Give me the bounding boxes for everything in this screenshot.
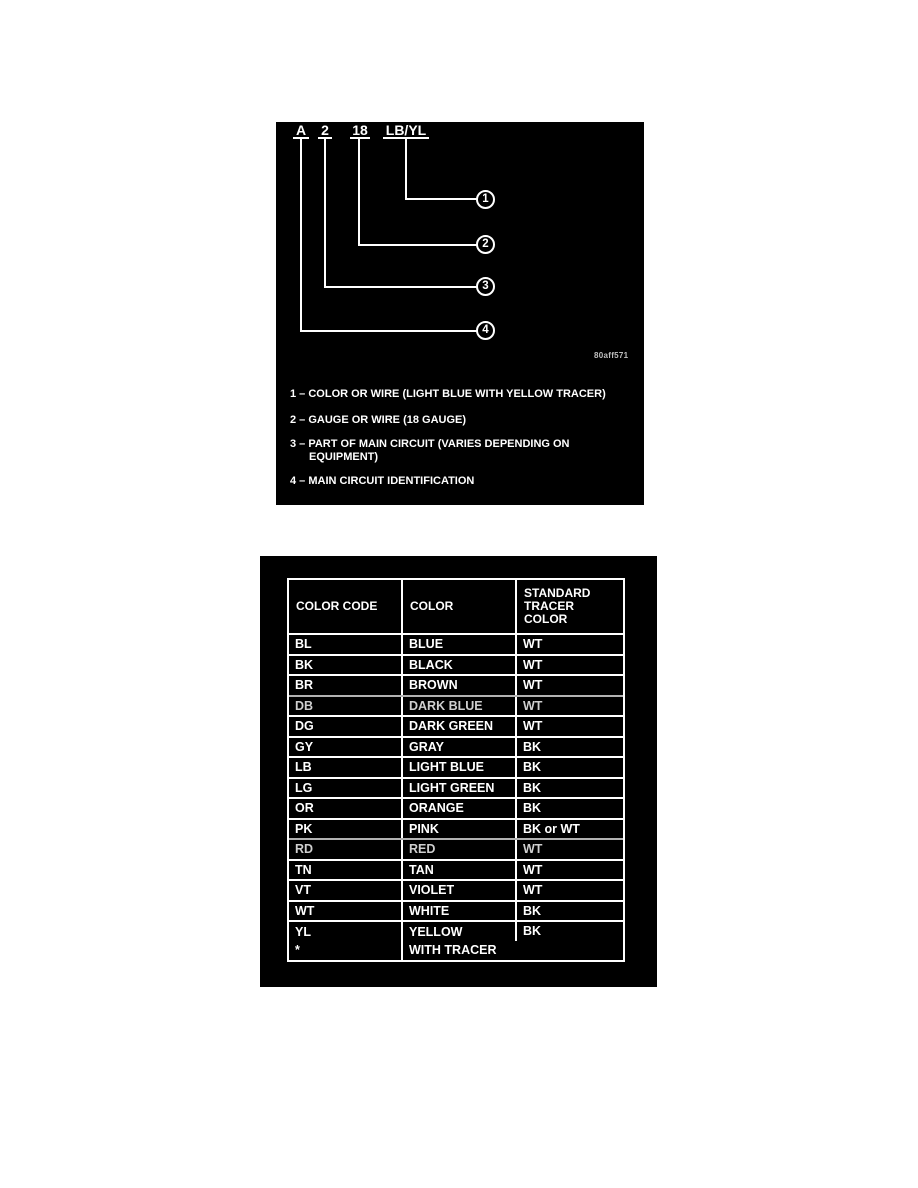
cell-color-code: LB [295, 760, 312, 774]
footer-tracer-text: BK [523, 924, 542, 938]
callout-circle-1: 1 [476, 190, 495, 209]
cell-tracer: WT [515, 676, 623, 695]
footer-with-tracer-text: WITH TRACER [409, 943, 497, 957]
connector-vline-3 [324, 138, 326, 288]
cell-color: DARK GREEN [401, 717, 515, 736]
cell-tracer: BK or WT [515, 820, 623, 839]
cell-tracer: WT [515, 881, 623, 900]
cell-tracer: WT [515, 861, 623, 880]
cell-tracer: BK [515, 779, 623, 798]
cell-color-code: BK [295, 657, 314, 672]
legend-item-3 [290, 438, 633, 464]
cell-tracer: WT [515, 656, 623, 675]
code-part-main-circuit-label: A [293, 124, 309, 139]
table-row [289, 900, 623, 921]
cell-color-code: GY [295, 739, 314, 754]
cell-color-code: DB [295, 698, 314, 713]
footer-code-text: YL [295, 925, 311, 939]
cell-color-code: WT [295, 903, 315, 918]
cell-tracer: BK [515, 902, 623, 921]
table-row [289, 879, 623, 900]
table-header-row [289, 580, 623, 633]
cell-color: BROWN [401, 676, 515, 695]
cell-color: DARK BLUE [401, 697, 515, 716]
col-header-color-text: COLOR [410, 599, 454, 613]
cell-color: LIGHT GREEN [401, 779, 515, 798]
cell-color-code: BL [295, 637, 312, 651]
col-header-color-code [289, 580, 401, 633]
col-header-standard-tracer-color [515, 580, 623, 633]
cell-color: BLUE [401, 635, 515, 654]
table-row [289, 838, 623, 859]
legend-item-4-text: 4 – MAIN CIRCUIT IDENTIFICATION [290, 475, 475, 487]
col-header-color [401, 580, 515, 633]
cell-tracer: BK [515, 758, 623, 777]
code-part-gauge-label: 18 [350, 124, 370, 139]
legend-item-1-text: 1 – COLOR OR WIRE (LIGHT BLUE WITH YELLOW TRACER) [290, 388, 606, 400]
connector-vline-2 [358, 138, 360, 246]
cell-color-code: LG [295, 780, 313, 795]
code-part-circuit-part-label: 2 [318, 124, 332, 139]
footer-asterisk: * [295, 943, 300, 957]
table-row [289, 674, 623, 695]
legend-item-1 [290, 388, 633, 401]
cell-tracer: WT [515, 717, 623, 736]
cell-color-code: RD [295, 842, 314, 856]
cell-tracer: WT [515, 840, 623, 859]
connector-vline-4 [300, 138, 302, 332]
cell-color: PINK [401, 820, 515, 839]
cell-tracer: WT [515, 635, 623, 654]
table-row [289, 797, 623, 818]
legend-item-2 [290, 414, 633, 427]
cell-color-code-yl [289, 922, 401, 960]
cell-color: TAN [401, 861, 515, 880]
callout-circle-3: 3 [476, 277, 495, 296]
table-row [289, 859, 623, 880]
legend-item-4 [290, 475, 633, 488]
connector-hline-2 [358, 244, 478, 246]
callout-circle-4: 4 [476, 321, 495, 340]
cell-color: WHITE [401, 902, 515, 921]
cell-color-code: OR [295, 801, 314, 815]
connector-hline-1 [405, 198, 478, 200]
cell-color: VIOLET [401, 881, 515, 900]
legend-item-3-text-line1: 3 – PART OF MAIN CIRCUIT (VARIES DEPENDING ON [290, 438, 570, 450]
legend-item-3-text-line2: EQUIPMENT) [309, 451, 379, 463]
table-row [289, 715, 623, 736]
cell-color: GRAY [401, 738, 515, 757]
connector-vline-1 [405, 138, 407, 200]
legend-item-2-text: 2 – GAUGE OR WIRE (18 GAUGE) [290, 414, 467, 426]
cell-color-code: TN [295, 862, 312, 877]
cell-color: LIGHT BLUE [401, 758, 515, 777]
wire-color-table-panel [260, 556, 657, 987]
callout-circle-2: 2 [476, 235, 495, 254]
cell-color: BLACK [401, 656, 515, 675]
col-header-standard-tracer-color-text: STANDARD TRACER COLOR [524, 586, 591, 626]
figure-id: 80aff571 [594, 351, 629, 360]
table-row [289, 654, 623, 675]
col-header-color-code-text: COLOR CODE [296, 599, 378, 613]
cell-tracer-yl [515, 922, 623, 960]
cell-color-code: PK [295, 821, 313, 836]
cell-color-code: VT [295, 883, 311, 897]
cell-tracer: BK [515, 799, 623, 818]
cell-tracer: BK [515, 738, 623, 757]
table-body [289, 633, 623, 920]
color-code-table [287, 578, 625, 962]
table-row [289, 818, 623, 839]
cell-tracer: WT [515, 697, 623, 716]
cell-color: ORANGE [401, 799, 515, 818]
cell-color-code: DG [295, 719, 314, 733]
connector-hline-3 [324, 286, 478, 288]
footer-color-text: YELLOW [409, 925, 463, 939]
cell-color: RED [401, 840, 515, 859]
wire-code-diagram-panel [276, 122, 644, 505]
table-row [289, 633, 623, 654]
table-row [289, 777, 623, 798]
table-row [289, 736, 623, 757]
code-part-color-label: LB/YL [383, 124, 429, 139]
cell-color-yellow [401, 922, 515, 960]
table-row [289, 695, 623, 716]
table-row [289, 756, 623, 777]
connector-hline-4 [300, 330, 478, 332]
cell-color-code: BR [295, 678, 314, 692]
table-footer-row [289, 920, 623, 960]
